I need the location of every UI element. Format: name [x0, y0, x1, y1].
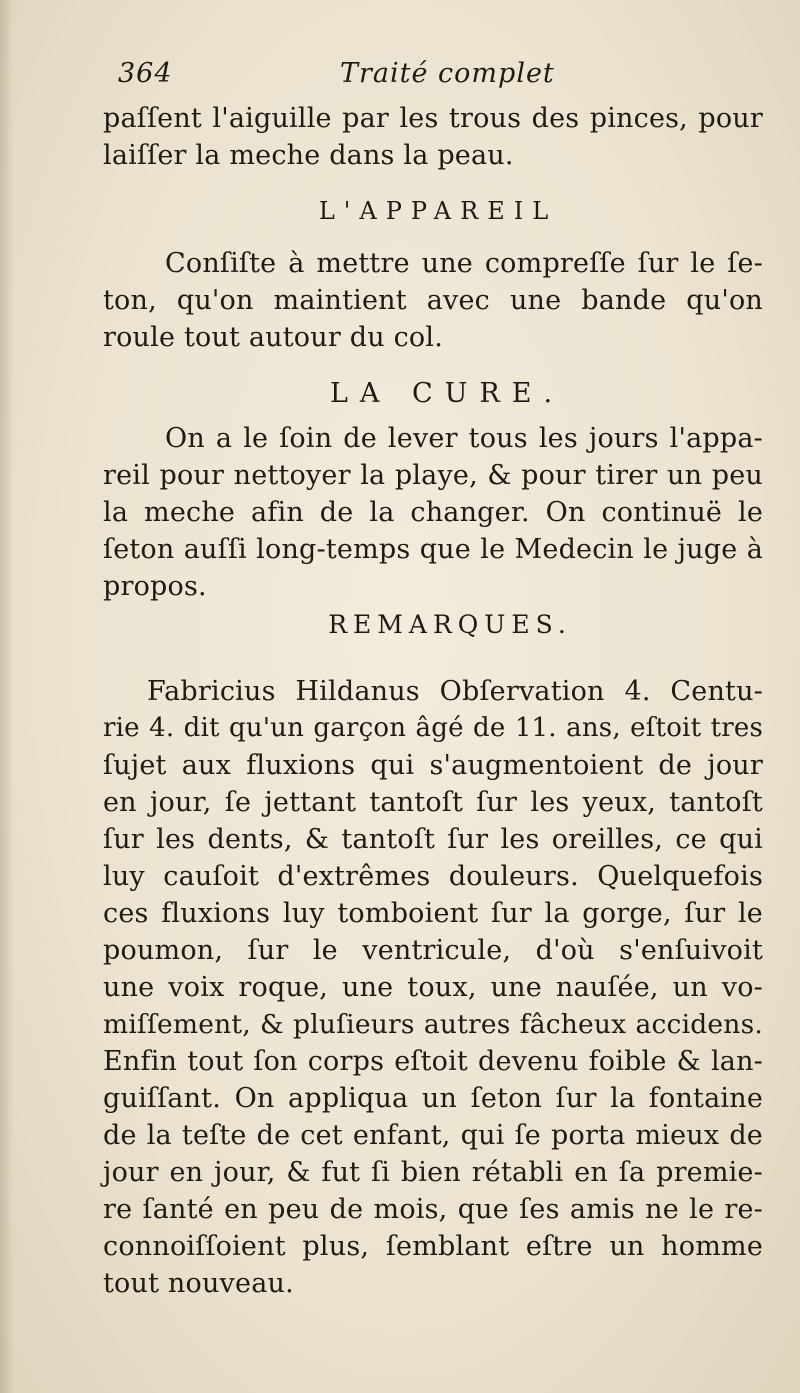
text-line: tout nouveau.	[103, 1268, 294, 1299]
text-line: une voix roque, une toux, une nauſée, un vo-	[103, 972, 763, 1003]
text-line: poumon, ſur le ventricule, d'où s'enſuivoit	[103, 935, 763, 966]
text-line: guiſſant. On appliqua un ſeton ſur la fontaine	[103, 1083, 763, 1114]
text-line: luy cauſoit d'extrêmes douleurs. Quelquefois	[103, 861, 763, 892]
text-line: propos.	[103, 571, 207, 602]
text-line: la meche afin de la changer. On continuë le	[103, 497, 763, 528]
running-head	[118, 58, 678, 94]
heading-cure: LA CURE.	[330, 378, 565, 409]
text-line: jour en jour, & fut ſi bien rétabli en ſa premie-	[103, 1157, 763, 1188]
text-line: paſſent l'aiguille par les trous des pinces, pour	[103, 103, 763, 134]
text-line: rie 4. dit qu'un garçon âgé de 11. ans, eſtoit tres	[103, 713, 763, 743]
text-line: laiſſer la meche dans la peau.	[103, 140, 514, 171]
running-title: Traité complet	[340, 58, 555, 89]
remarques-paragraph	[103, 673, 763, 1302]
text-line: ſujet aux fluxions qui s'augmentoient de jour	[103, 750, 763, 781]
text-line: ton, qu'on maintient avec une bande qu'on	[103, 285, 763, 316]
text-line: en jour, ſe jettant tantoſt ſur les yeux, tantoſt	[103, 787, 763, 818]
text-line: Fabricius Hildanus Obſervation 4. Centu-	[147, 676, 763, 707]
text-line: Enfin tout ſon corps eſtoit devenu foible & lan-	[103, 1046, 763, 1077]
text-line: roule tout autour du col.	[103, 322, 443, 353]
text-line: re ſanté en peu de mois, que ſes amis ne le re-	[103, 1194, 763, 1225]
text-line: de la teſte de cet enfant, qui ſe porta mieux de	[103, 1120, 763, 1151]
text-line: ſeton auſſi long-temps que le Medecin le juge à	[103, 534, 763, 565]
text-line: miſſement, & pluſieurs autres fâcheux accidens.	[103, 1009, 763, 1040]
heading-remarques: REMARQUES.	[328, 610, 572, 639]
cure-paragraph	[103, 420, 763, 605]
text-line: ſur les dents, & tantoſt ſur les oreilles, ce qui	[103, 824, 763, 855]
text-line: reil pour nettoyer la playe, & pour tirer un peu	[103, 460, 763, 491]
page-number: 364	[118, 58, 173, 89]
appareil-paragraph	[103, 245, 763, 356]
text-line: Conſiſte à mettre une compreſſe ſur le ſe-	[165, 248, 763, 279]
heading-appareil: L'APPAREIL	[318, 197, 558, 225]
text-line: connoiſſoient plus, ſemblant eſtre un homme	[103, 1231, 763, 1262]
text-line: On a le ſoin de lever tous les jours l'appa-	[165, 423, 763, 454]
intro-paragraph	[103, 100, 763, 174]
text-line: ces fluxions luy tomboient ſur la gorge, ſur le	[103, 898, 763, 929]
page-edge-shadow	[0, 0, 14, 1393]
